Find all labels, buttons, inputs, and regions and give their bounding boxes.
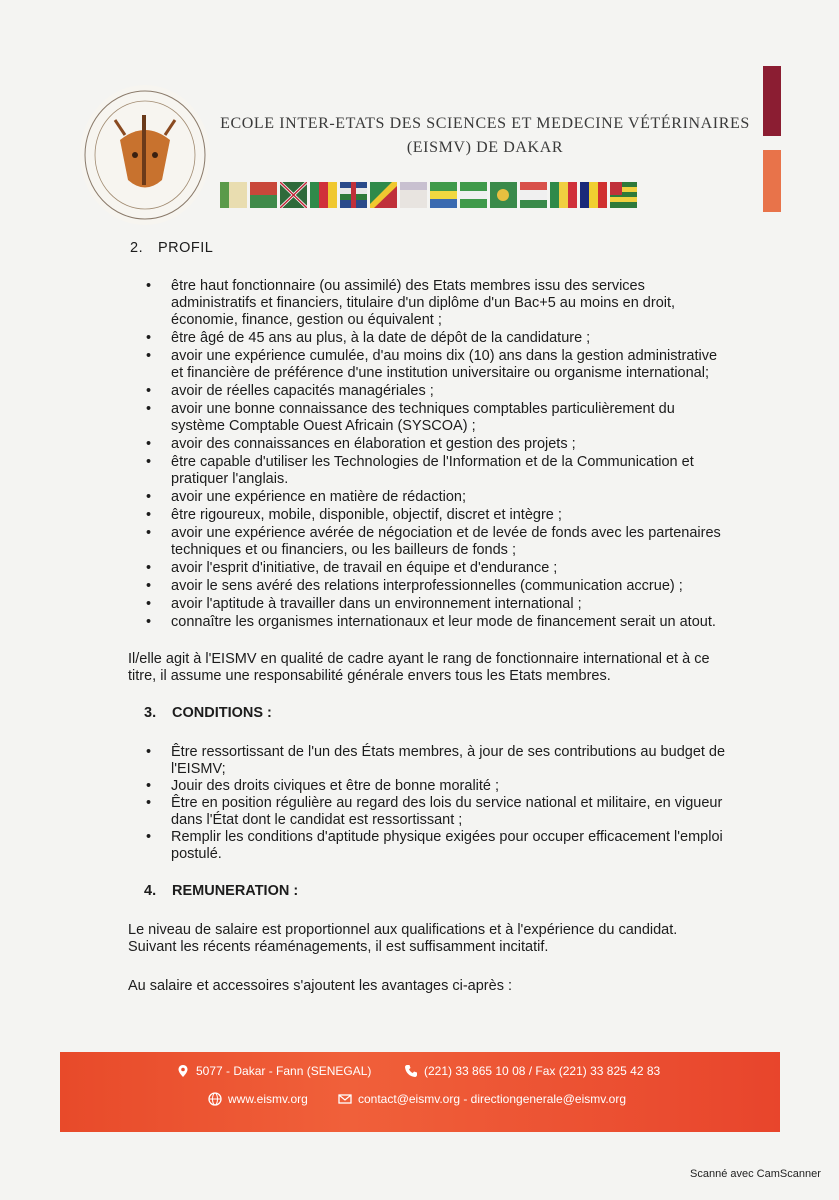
list-item: • avoir de réelles capacités managériales ; xyxy=(128,383,728,400)
member-state-flags xyxy=(220,182,637,210)
list-item: • être haut fonctionnaire (ou assimilé) des Etats membres issu des services administratifs et financiers, titulaire d'un diplôme d'un Bac+5 au moins en droit, économie, finance, gestion ou équivalent ; xyxy=(128,278,728,329)
section-title: REMUNERATION : xyxy=(172,883,299,899)
section-4-heading xyxy=(144,883,728,900)
scanner-watermark: Scanné avec CamScanner xyxy=(690,1168,821,1180)
list-item: • avoir une expérience avérée de négociation et de levée de fonds avec les partenaires techniques et ou financiers, ou les bailleurs de fonds ; xyxy=(128,525,728,559)
flag-icon xyxy=(490,182,517,208)
flag-icon xyxy=(610,182,637,208)
list-item: • être âgé de 45 ans au plus, à la date de dépôt de la candidature ; xyxy=(128,330,728,347)
salary-paragraph: Le niveau de salaire est proportionnel aux qualifications et à l'expérience du candidat. Suivant les récents réaménagements, il est suffisamment incitatif. xyxy=(128,922,678,955)
flag-icon xyxy=(520,182,547,208)
list-item: • Jouir des droits civiques et être de bonne moralité ; xyxy=(128,778,728,795)
list-item: • être capable d'utiliser les Technologies de l'Information et de la Communication et pratiquer l'anglais. xyxy=(128,454,728,488)
footer-address xyxy=(176,1064,371,1078)
accent-bar-orange xyxy=(763,150,781,212)
footer-phone xyxy=(404,1064,660,1078)
school-name xyxy=(215,112,755,160)
contact-footer xyxy=(60,1052,780,1132)
flag-icon xyxy=(460,182,487,208)
list-item: • Être en position régulière au regard des lois du service national et militaire, en vigueur dans l'État dont le candidat est ressortissant ; xyxy=(128,795,728,829)
accent-bar-dark-red xyxy=(763,66,781,136)
phone-text: (221) 33 865 10 08 / Fax (221) 33 825 42 83 xyxy=(424,1064,661,1078)
list-item: • avoir une bonne connaissance des techniques comptables particulièrement du système Comptable Ouest Africain (SYSCOA) ; xyxy=(128,401,728,435)
flag-icon xyxy=(310,182,337,208)
footer-emails[interactable] xyxy=(338,1092,626,1106)
school-name-line-2: (EISMV) DE DAKAR xyxy=(406,139,564,156)
location-pin-icon xyxy=(176,1064,190,1078)
list-item: • avoir l'aptitude à travailler dans un environnement international ; xyxy=(128,596,728,613)
document-body xyxy=(128,240,728,995)
role-paragraph: Il/elle agit à l'EISMV en qualité de cadre ayant le rang de fonctionnaire international et à ce titre, il assume une responsabilité générale envers tous les Etats membres. xyxy=(128,651,710,684)
list-item: • être rigoureux, mobile, disponible, objectif, discret et intègre ; xyxy=(128,507,728,524)
list-item: • avoir l'esprit d'initiative, de travail en équipe et d'endurance ; xyxy=(128,560,728,577)
section-number: 2. xyxy=(130,240,144,256)
list-item: • avoir une expérience cumulée, d'au moins dix (10) ans dans la gestion administrative et financière de préférence d'une institution universitaire ou organisme international; xyxy=(128,348,728,382)
flag-icon xyxy=(250,182,277,208)
list-item: • Être ressortissant de l'un des États membres, à jour de ses contributions au budget de l'EISMV; xyxy=(128,744,728,778)
section-title: CONDITIONS : xyxy=(172,705,272,721)
section-number: 3. xyxy=(144,705,157,721)
phone-icon xyxy=(404,1064,418,1078)
section-number: 4. xyxy=(144,883,157,899)
flag-icon xyxy=(220,182,247,208)
flag-icon xyxy=(580,182,607,208)
logo-emblem-icon xyxy=(80,85,210,225)
section-title: PROFIL xyxy=(158,240,214,256)
list-item: • avoir une expérience en matière de rédaction; xyxy=(128,489,728,506)
school-logo xyxy=(80,85,210,225)
flag-icon xyxy=(550,182,577,208)
globe-icon xyxy=(208,1092,222,1106)
school-name-line-1: ECOLE INTER-ETATS DES SCIENCES ET MEDECINE VÉTÉRINAIRES xyxy=(220,115,750,132)
list-item: • Remplir les conditions d'aptitude physique exigées pour occuper efficacement l'emploi postulé. xyxy=(128,829,728,863)
section-2-heading xyxy=(130,240,728,257)
website-link[interactable]: www.eismv.org xyxy=(228,1092,308,1106)
flag-icon xyxy=(430,182,457,208)
list-item: • connaître les organismes internationaux et leur mode de financement serait un atout. xyxy=(128,614,728,631)
list-item: • avoir des connaissances en élaboration et gestion des projets ; xyxy=(128,436,728,453)
footer-website[interactable] xyxy=(208,1092,308,1106)
profile-list xyxy=(128,278,728,631)
benefits-intro: Au salaire et accessoires s'ajoutent les avantages ci-après : xyxy=(128,978,512,994)
flag-icon xyxy=(370,182,397,208)
mail-icon xyxy=(338,1092,352,1106)
conditions-list xyxy=(128,744,728,863)
list-item: • avoir le sens avéré des relations interprofessionnelles (communication accrue) ; xyxy=(128,578,728,595)
section-3-heading xyxy=(144,705,728,722)
address-text: 5077 - Dakar - Fann (SENEGAL) xyxy=(196,1064,372,1078)
flag-icon xyxy=(400,182,427,208)
flag-icon xyxy=(340,182,367,208)
email-links[interactable]: contact@eismv.org - directiongenerale@eismv.org xyxy=(358,1092,627,1106)
flag-icon xyxy=(280,182,307,208)
